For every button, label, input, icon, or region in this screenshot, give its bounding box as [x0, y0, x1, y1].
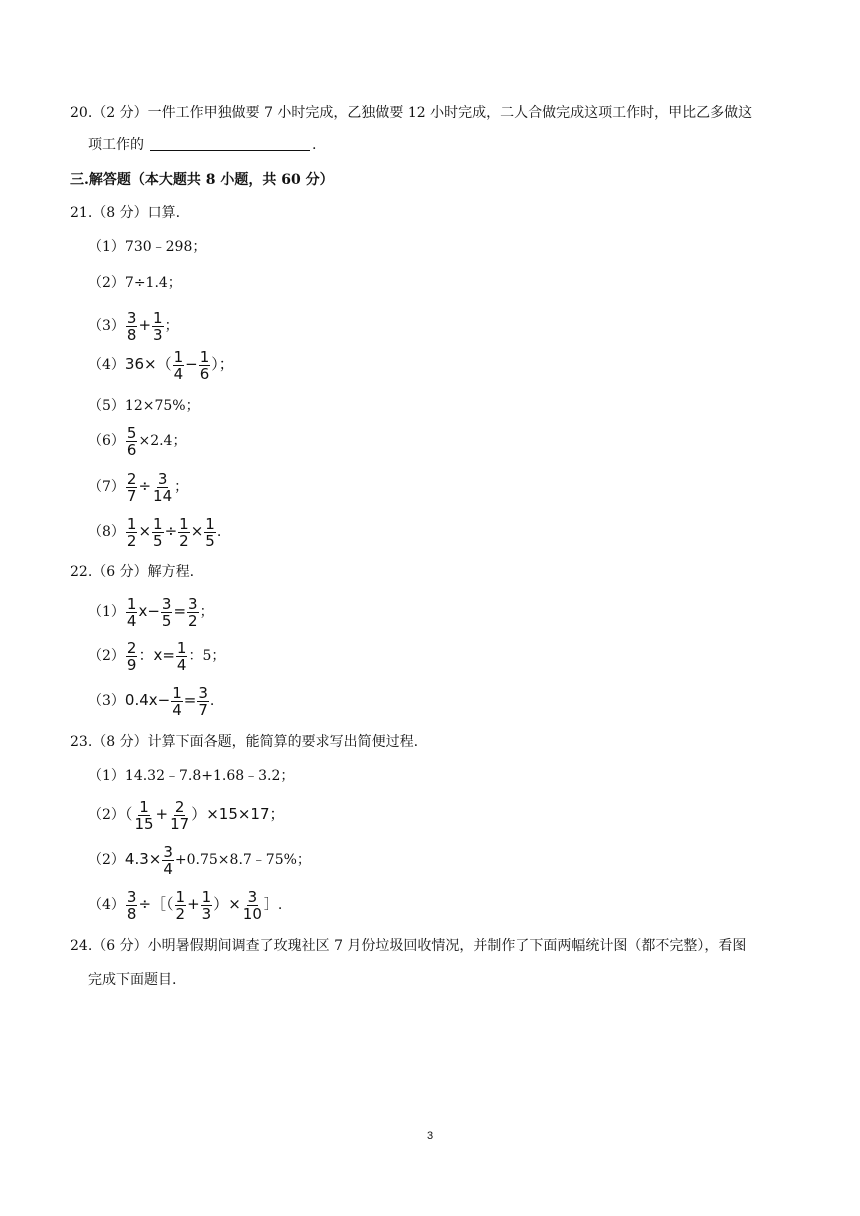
- q20-line2: 项工作的 .: [88, 137, 317, 153]
- fraction: $\frac{1}{5}$: [153, 514, 163, 550]
- q23-title: 23.（8 分）计算下面各题，能简算的要求写出简便过程.: [70, 734, 419, 750]
- fraction: $\frac{3}{14}$: [153, 469, 173, 505]
- q21-item-4: （4）36×（ $\frac{1}{4}$ − $\frac{1}{6}$ ）；: [88, 347, 234, 383]
- q21-item-7: （7） $\frac{2}{7}$ ÷ $\frac{3}{14}$ ；: [88, 469, 189, 505]
- fraction: $\frac{3}{4}$: [163, 842, 173, 878]
- fraction: $\frac{3}{7}$: [198, 683, 208, 719]
- fraction: $\frac{1}{3}$: [201, 887, 212, 923]
- q24-line2: 完成下面题目.: [88, 972, 177, 988]
- q21-item-5: （5）12×75%；: [88, 398, 200, 414]
- q20-line1: 20.（2 分）一件工作甲独做要 7 小时完成，乙独做要 12 小时完成，二人合做完成这项工作时，甲比乙多做这: [70, 105, 753, 121]
- q21-item-8: （8） $\frac{1}{2}$ × $\frac{1}{5}$ ÷ $\frac{1}{2}$ × $\frac{1}{5}$ .: [88, 514, 222, 550]
- q23-item-3: （2）4.3× $\frac{3}{4}$ +0.75×8.7﹣75%；: [88, 842, 311, 878]
- q22-item-1: （1） $\frac{1}{4}$ x− $\frac{3}{5}$ = $\frac{3}{2}$ ；: [88, 594, 214, 630]
- fraction: $\frac{1}{2}$: [179, 514, 189, 550]
- q22-title: 22.（6 分）解方程.: [70, 564, 195, 580]
- q22-item-2: （2） $\frac{2}{9}$ ：x= $\frac{1}{4}$ ：5；: [88, 638, 226, 674]
- fraction: $\frac{1}{4}$: [173, 347, 184, 383]
- fraction: $\frac{1}{5}$: [205, 514, 215, 550]
- q21-item-3: （3） $\frac{3}{8}$ + $\frac{1}{3}$ ；: [88, 308, 179, 344]
- q23-item-1: （1）14.32﹣7.8+1.68﹣3.2；: [88, 768, 295, 784]
- section-title: 三.解答题（本大题共 8 小题，共 60 分）: [70, 172, 334, 188]
- fraction: $\frac{2}{9}$: [126, 638, 137, 674]
- page-number: 3: [426, 1130, 434, 1142]
- fraction: $\frac{1}{3}$: [153, 308, 163, 344]
- fraction: $\frac{1}{4}$: [176, 638, 187, 674]
- q23-item-2: （2）（ $\frac{1}{15}$ + $\frac{2}{17}$ ）×15×17；: [88, 797, 285, 833]
- q23-item-4: （4） $\frac{3}{8}$ ÷［（ $\frac{1}{2}$ + $\frac{1}{3}$ ）× $\frac{3}{10}$ ］.: [88, 887, 283, 923]
- fraction: $\frac{3}{10}$: [242, 887, 262, 923]
- fraction: $\frac{3}{5}$: [161, 594, 172, 630]
- q22-item-3: （3）0.4x− $\frac{1}{4}$ = $\frac{3}{7}$ .: [88, 683, 215, 719]
- fraction: $\frac{3}{8}$: [126, 308, 137, 344]
- q21-item-1: （1）730﹣298；: [88, 239, 207, 255]
- q24-line1: 24.（6 分）小明暑假期间调查了玫瑰社区 7 月份垃圾回收情况，并制作了下面两幅统计图（都不完整），看图: [70, 938, 747, 954]
- fraction: $\frac{3}{8}$: [126, 887, 137, 923]
- fraction: $\frac{2}{7}$: [126, 469, 137, 505]
- fraction: $\frac{1}{2}$: [126, 514, 137, 550]
- fraction: $\frac{1}{2}$: [175, 887, 186, 923]
- q21-item-2: （2）7÷1.4；: [88, 275, 182, 291]
- fraction: $\frac{1}{6}$: [199, 347, 210, 383]
- fraction: $\frac{1}{15}$: [134, 797, 154, 833]
- answer-blank[interactable]: [150, 136, 310, 151]
- fraction: $\frac{2}{17}$: [170, 797, 190, 833]
- q20-text: 项工作的: [88, 137, 144, 153]
- fraction: $\frac{1}{4}$: [126, 594, 137, 630]
- q21-title: 21.（8 分）口算.: [70, 205, 181, 221]
- fraction: $\frac{1}{4}$: [172, 683, 182, 719]
- fraction: $\frac{3}{2}$: [188, 594, 198, 630]
- fraction: $\frac{5}{6}$: [126, 423, 137, 459]
- q21-item-6: （6） $\frac{5}{6}$ ×2.4；: [88, 423, 187, 459]
